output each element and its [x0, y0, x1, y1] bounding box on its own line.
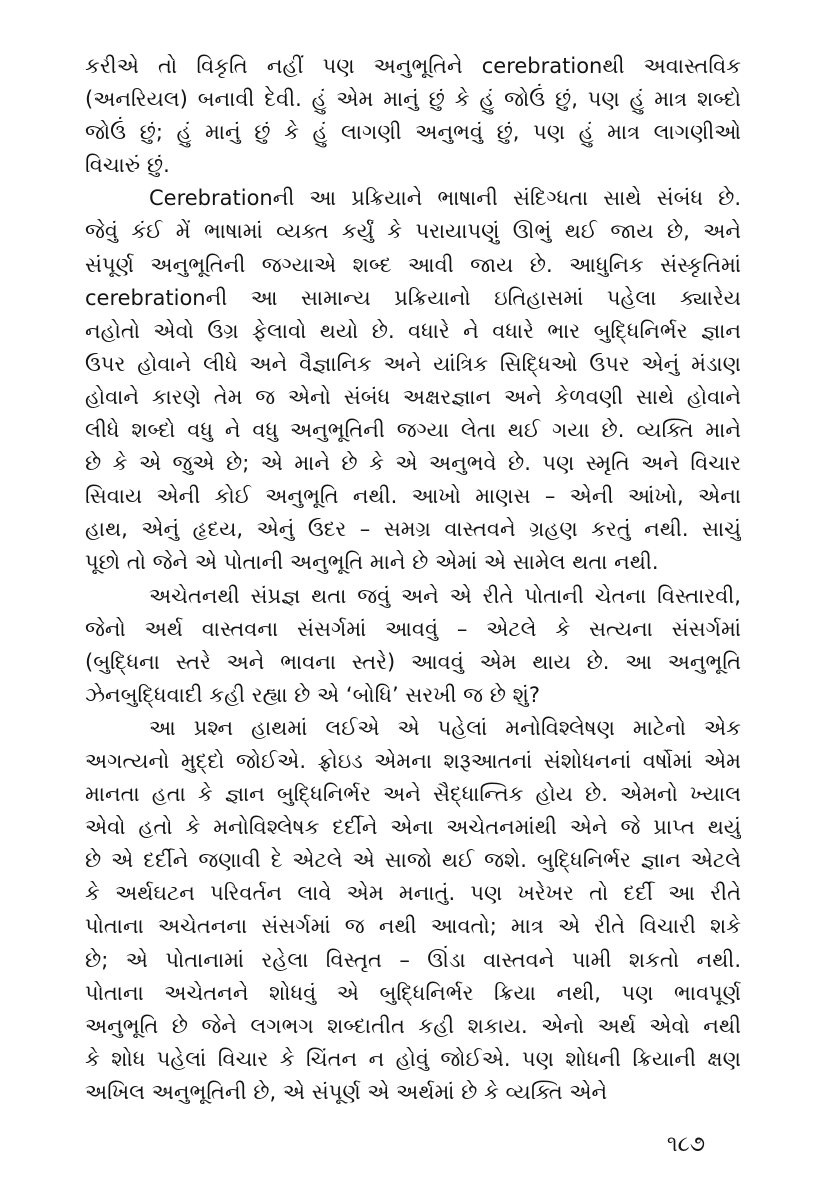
paragraph-1 — [85, 50, 741, 182]
text-line: પૂછો તો જેને એ પોતાની અનુભૂતિ માને છે એમાં એ સામેલ થતા નથી. — [85, 550, 659, 575]
text-line: કે અર્થઘટન પરિવર્તન લાવે એમ મનાતું. પણ ખરેખર તો દર્દી આ રીતે — [85, 881, 741, 906]
text-line: પોતાના અચેતનના સંસર્ગમાં જ નથી આવતો; માત્ર એ રીતે વિચારી શકે — [85, 914, 741, 939]
text-line: (અનરિયલ) બનાવી દેવી. હું એમ માનું છું કે હું જોઉં છું, પણ હું માત્ર શબ્દો — [85, 87, 741, 112]
text-line: છે એ દર્દીને જણાવી દે એટલે એ સાજો થઈ જશે. બુદ્ધિનિર્ભર જ્ઞાન એટલે — [85, 848, 741, 873]
body-text — [85, 50, 741, 1109]
text-line: હાથ, એનું હૃદય, એનું ઉદર – સમગ્ર વાસ્તવને ગ્રહણ કરતું નથી. સાચું — [85, 517, 741, 542]
text-line: ઉપર હોવાને લીધે અને વૈજ્ઞાનિક અને યાંત્રિક સિદ્ધિઓ ઉપર એનું મંડાણ — [85, 351, 741, 376]
text-line: કરીએ તો વિકૃતિ નહીં પણ અનુભૂતિને cerebrationથી અવાસ્તવિક — [85, 54, 741, 78]
text-line: એવો હતો કે મનોવિશ્લેષક દર્દીને એના અચેતનમાંથી એને જે પ્રાપ્ત થયું — [85, 815, 741, 840]
text-line: અખિલ અનુભૂતિની છે, એ સંપૂર્ણ એ અર્થમાં છે કે વ્યક્તિ એને — [85, 1079, 608, 1104]
text-line: વિચારું છું. — [85, 153, 170, 178]
text-line: ઝેનબુદ્ધિવાદી કહી રહ્યા છે એ ‘બોધિ’ સરખી જ છે શું? — [85, 682, 540, 707]
text-line: જોઉં છું; હું માનું છું કે હું લાગણી અનુભવું છું, પણ હું માત્ર લાગણીઓ — [85, 120, 741, 145]
text-line: જેવું કંઈ મેં ભાષામાં વ્યક્ત કર્યું કે પરાયાપણું ઊભું થઈ જાય છે, અને — [85, 219, 741, 244]
text-line: અનુભૂતિ છે જેને લગભગ શબ્દાતીત કહી શકાય. એનો અર્થ એવો નથી — [85, 1013, 741, 1038]
text-line: પોતાના અચેતનને શોધવું એ બુદ્ધિનિર્ભર ક્રિયા નથી, પણ ભાવપૂર્ણ — [85, 980, 741, 1005]
text-line: જેનો અર્થ વાસ્તવના સંસર્ગમાં આવવું – એટલે કે સત્યના સંસર્ગમાં — [85, 616, 741, 641]
text-line: કે શોધ પહેલાં વિચાર કે ચિંતન ન હોવું જોઈએ. પણ શોધની ક્રિયાની ક્ષણ — [85, 1046, 741, 1071]
text-line: છે કે એ જુએ છે; એ માને છે કે એ અનુભવે છે. પણ સ્મૃતિ અને વિચાર — [85, 451, 741, 476]
paragraph-3 — [85, 580, 741, 712]
text-line: અચેતનથી સંપ્રજ્ઞ થતા જવું અને એ રીતે પોતાની ચેતના વિસ્તારવી, — [149, 583, 741, 608]
text-line: સિવાય એની કોઈ અનુભૂતિ નથી. આખો માણસ – એની આંખો, એના — [85, 484, 741, 509]
text-line: Cerebrationની આ પ્રક્રિયાને ભાષાની સંદિગ્ધતા સાથે સંબંધ છે. — [149, 186, 741, 211]
text-line: સંપૂર્ણ અનુભૂતિની જગ્યાએ શબ્દ આવી જાય છે. આધુનિક સંસ્કૃતિમાં — [85, 252, 741, 277]
text-line: (બુદ્ધિના સ્તરે અને ભાવના સ્તરે) આવવું એમ થાય છે. આ અનુભૂતિ — [85, 649, 741, 674]
paragraph-2 — [85, 182, 741, 579]
text-line: લીધે શબ્દો વધુ ને વધુ અનુભૂતિની જગ્યા લેતા થઈ ગયા છે. વ્યક્તિ માને — [85, 418, 741, 443]
text-line: છે; એ પોતાનામાં રહેલા વિસ્તૃત – ઊંડા વાસ્તવને પામી શકતો નથી. — [85, 947, 741, 972]
text-line: હોવાને કારણે તેમ જ એનો સંબંધ અક્ષરજ્ઞાન અને કેળવણી સાથે હોવાને — [85, 384, 741, 409]
text-line: આ પ્રશ્ન હાથમાં લઈએ એ પહેલાં મનોવિશ્લેષણ માટેનો એક — [149, 715, 741, 740]
text-line: અગત્યનો મુદ્દો જોઈએ. ફ્રોઇડ એમના શરૂઆતનાં સંશોધનનાં વર્ષોમાં એમ — [85, 748, 741, 773]
page-number: ૧૮૭ — [666, 1132, 705, 1157]
paragraph-4 — [85, 712, 741, 1109]
text-line: cerebrationની આ સામાન્ય પ્રક્રિયાનો ઇતિહાસમાં પહેલા ક્યારેય — [85, 285, 741, 310]
text-line: નહોતો એવો ઉગ્ર ફેલાવો થયો છે. વધારે ને વધારે ભાર બુદ્ધિનિર્ભર જ્ઞાન — [85, 318, 741, 343]
text-line: માનતા હતા કે જ્ઞાન બુદ્ધિનિર્ભર અને સૈદ્ધાન્તિક હોય છે. એમનો ખ્યાલ — [85, 782, 741, 807]
